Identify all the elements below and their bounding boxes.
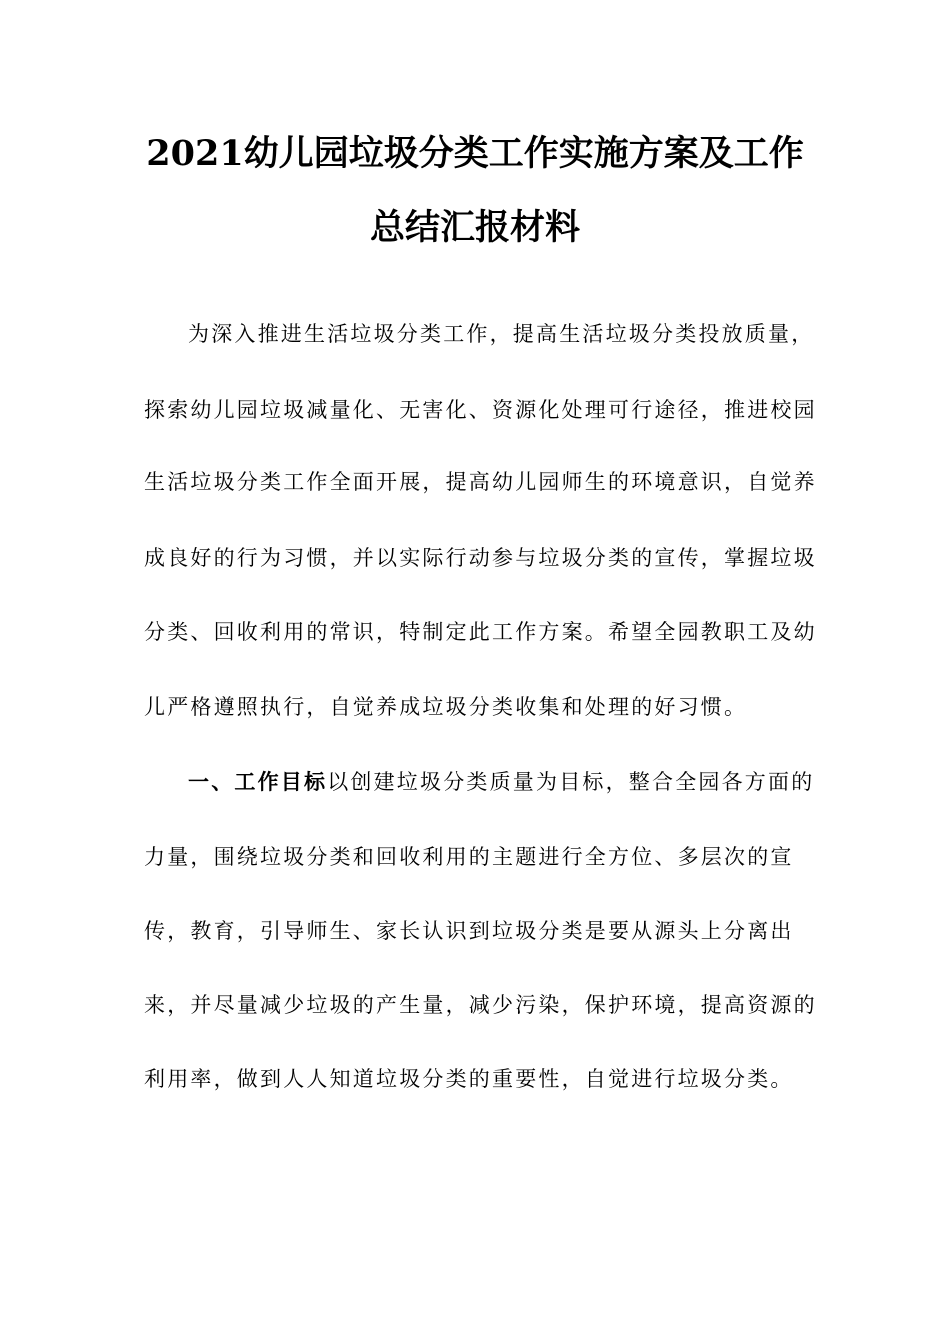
section-1-line: 来，并尽量减少垃圾的产生量，减少污染，保护环境，提高资源的 xyxy=(144,993,817,1017)
document-title-line-2: 总结汇报材料 xyxy=(369,207,580,248)
intro-line: 分类、回收利用的常识，特制定此工作方案。希望全园教职工及幼 xyxy=(144,620,817,644)
section-1-heading: 一、工作目标 xyxy=(188,769,328,794)
intro-line: 生活垃圾分类工作全面开展，提高幼儿园师生的环境意识，自觉养 xyxy=(144,470,817,494)
section-1-line: 力量，围绕垃圾分类和回收利用的主题进行全方位、多层次的宣 xyxy=(144,845,794,869)
intro-line: 儿严格遵照执行，自觉养成垃圾分类收集和处理的好习惯。 xyxy=(144,695,748,719)
section-1-first-line xyxy=(188,767,814,797)
section-1-first-line-text: 以创建垃圾分类质量为目标，整合全园各方面的 xyxy=(327,770,815,794)
intro-line: 探索幼儿园垃圾减量化、无害化、资源化处理可行途径，推进校园 xyxy=(144,398,817,422)
document-title-line-1: 2021幼儿园垃圾分类工作实施方案及工作 xyxy=(146,133,804,174)
intro-line: 成良好的行为习惯，并以实际行动参与垃圾分类的宣传，掌握垃圾 xyxy=(144,546,817,570)
section-1-line: 传，教育，引导师生、家长认识到垃圾分类是要从源头上分离出 xyxy=(144,919,794,943)
section-1-line: 利用率，做到人人知道垃圾分类的重要性，自觉进行垃圾分类。 xyxy=(144,1067,794,1091)
intro-line: 为深入推进生活垃圾分类工作，提高生活垃圾分类投放质量， xyxy=(188,322,815,346)
